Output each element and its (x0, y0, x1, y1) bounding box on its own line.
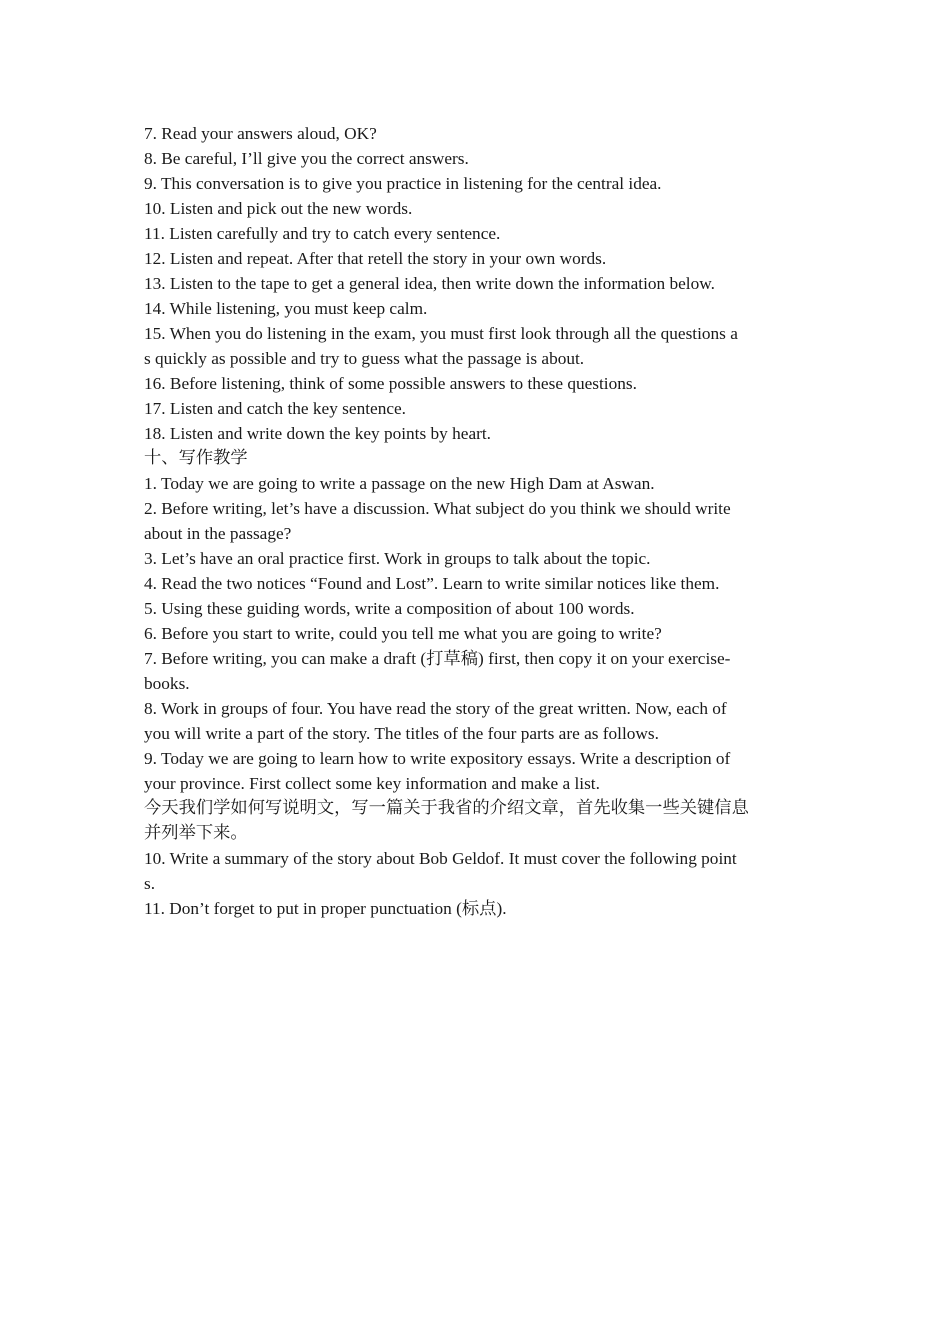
paragraph-listening-11: 11. Listen carefully and try to catch every sentence. (144, 224, 501, 243)
paragraph-listening-9: 9. This conversation is to give you practice in listening for the central idea. (144, 174, 662, 193)
paragraph-writing-10: 10. Write a summary of the story about Bob Geldof. It must cover the following point s. (144, 849, 737, 893)
paragraph-writing-8: 8. Work in groups of four. You have read the story of the great written. Now, each of you will write a part of the story. The titles of the four parts are as follows. (144, 699, 727, 743)
paragraph-writing-7: 7. Before writing, you can make a draft (打草稿) first, then copy it on your exercise- books. (144, 649, 731, 693)
paragraph-listening-15: 15. When you do listening in the exam, you must first look through all the questions a s quickly as possible and try to guess what the passage is about. (144, 324, 738, 368)
section-heading-writing: 十、写作教学 (144, 448, 248, 468)
paragraph-listening-7: 7. Read your answers aloud, OK? (144, 124, 377, 143)
paragraph-writing-2: 2. Before writing, let’s have a discussion. What subject do you think we should write about in the passage? (144, 499, 731, 543)
paragraph-writing-11: 11. Don’t forget to put in proper punctuation (标点). (144, 899, 507, 918)
paragraph-listening-17: 17. Listen and catch the key sentence. (144, 399, 406, 418)
paragraph-writing-9: 9. Today we are going to learn how to write expository essays. Write a description of your province. First collect some key information and make a list. (144, 749, 731, 793)
paragraph-writing-1: 1. Today we are going to write a passage on the new High Dam at Aswan. (144, 474, 655, 493)
paragraph-listening-10: 10. Listen and pick out the new words. (144, 199, 413, 218)
paragraph-listening-16: 16. Before listening, think of some possible answers to these questions. (144, 374, 637, 393)
paragraph-writing-9-chinese: 今天我们学如何写说明文，写一篇关于我省的介绍文章，首先收集一些关键信息 并列举下来。 (144, 798, 749, 843)
paragraph-listening-18: 18. Listen and write down the key points by heart. (144, 424, 491, 443)
document-body (144, 121, 810, 921)
paragraph-listening-12: 12. Listen and repeat. After that retell the story in your own words. (144, 249, 607, 268)
paragraph-listening-8: 8. Be careful, I’ll give you the correct answers. (144, 149, 469, 168)
paragraph-writing-5: 5. Using these guiding words, write a composition of about 100 words. (144, 599, 635, 618)
paragraph-writing-6: 6. Before you start to write, could you tell me what you are going to write? (144, 624, 662, 643)
paragraph-listening-14: 14. While listening, you must keep calm. (144, 299, 428, 318)
paragraph-writing-4: 4. Read the two notices “Found and Lost”. Learn to write similar notices like them. (144, 574, 720, 593)
paragraph-writing-3: 3. Let’s have an oral practice first. Work in groups to talk about the topic. (144, 549, 651, 568)
paragraph-listening-13: 13. Listen to the tape to get a general idea, then write down the information below. (144, 274, 715, 293)
